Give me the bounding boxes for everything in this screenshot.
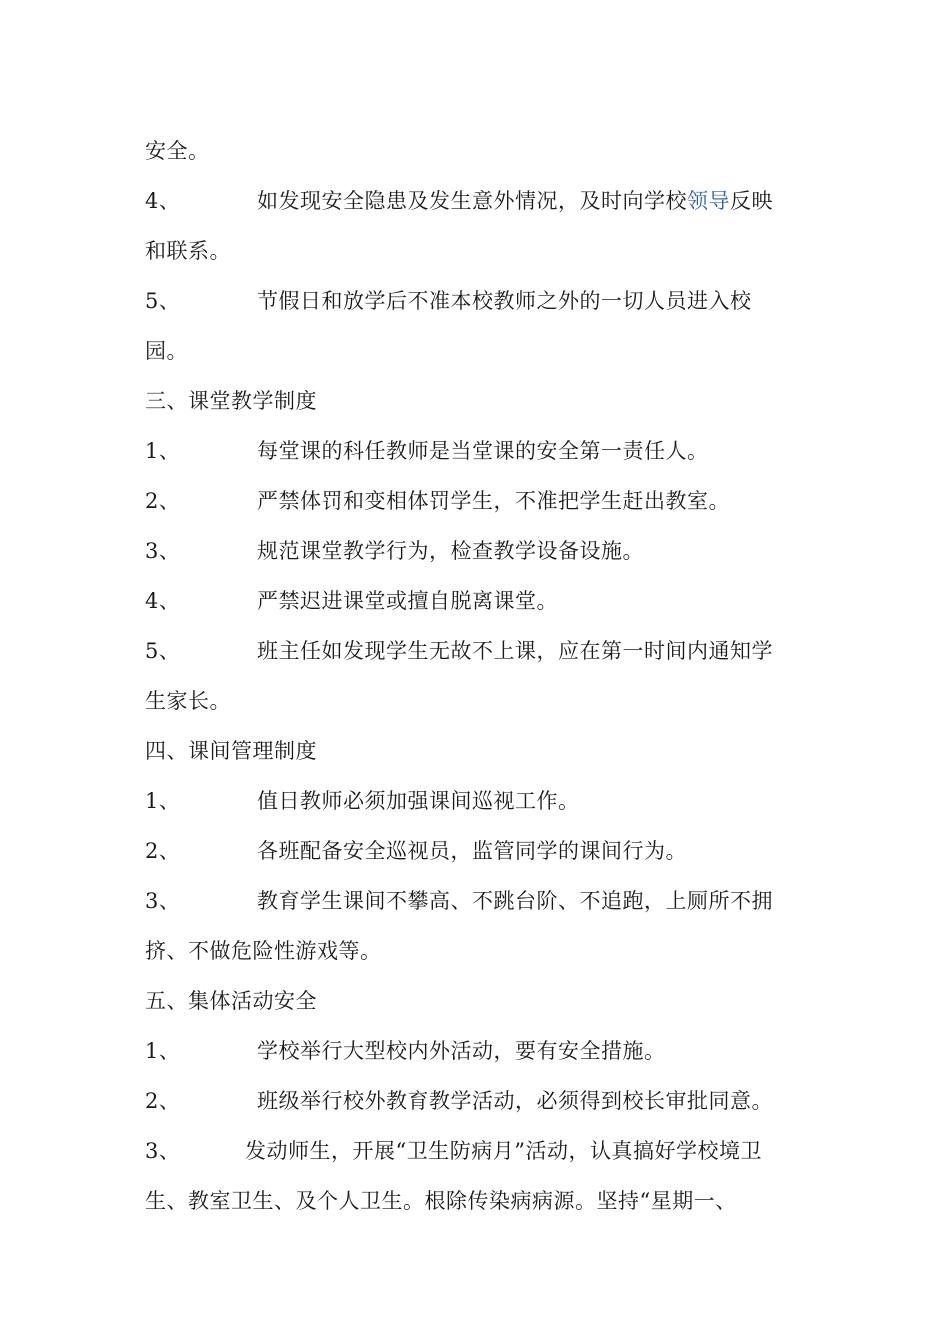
- list-item: [145, 186, 773, 216]
- paragraph-line: [145, 1186, 737, 1216]
- section-heading: [145, 386, 317, 416]
- list-item: [145, 1136, 762, 1166]
- item-number: 5、: [145, 639, 181, 663]
- item-text: 严禁体罚和变相体罚学生，不准把学生赶出教室。: [257, 489, 730, 513]
- list-item: [145, 436, 709, 466]
- item-number: 4、: [145, 189, 181, 213]
- item-text: 学校举行大型校内外活动，要有安全措施。: [257, 1039, 666, 1063]
- list-item: [145, 836, 687, 866]
- section-heading: [145, 736, 317, 766]
- paragraph-line: [145, 686, 231, 716]
- paragraph-line: [145, 336, 188, 366]
- item-number: 1、: [145, 1039, 181, 1063]
- item-number: 3、: [145, 539, 181, 563]
- item-text-tail: 反映: [730, 189, 773, 213]
- item-text: 每堂课的科任教师是当堂课的安全第一责任人。: [257, 439, 709, 463]
- heading-text: 五、集体活动安全: [145, 989, 317, 1013]
- section-heading: [145, 986, 317, 1016]
- list-item: [145, 636, 773, 666]
- list-item: [145, 486, 730, 516]
- heading-text: 四、课间管理制度: [145, 739, 317, 763]
- item-text: 班主任如发现学生无故不上课，应在第一时间内通知学: [257, 639, 773, 663]
- paragraph-line: [145, 136, 210, 166]
- paragraph-line: [145, 936, 382, 966]
- list-item: [145, 586, 558, 616]
- item-number: 1、: [145, 789, 181, 813]
- line-text: 生、教室卫生、及个人卫生。根除传染病病源。坚持“星期一、: [145, 1189, 737, 1213]
- line-text: 挤、不做危险性游戏等。: [145, 939, 382, 963]
- item-text: 教育学生课间不攀高、不跳台阶、不追跑，上厕所不拥: [257, 889, 773, 913]
- line-text: 生家长。: [145, 689, 231, 713]
- item-number: 3、: [145, 889, 181, 913]
- list-item: [145, 536, 644, 566]
- item-text: 值日教师必须加强课间巡视工作。: [257, 789, 580, 813]
- item-text: 严禁迟进课堂或擅自脱离课堂。: [257, 589, 558, 613]
- item-number: 2、: [145, 839, 181, 863]
- line-text: 和联系。: [145, 239, 231, 263]
- line-text: 安全。: [145, 139, 210, 163]
- item-number: 5、: [145, 289, 181, 313]
- hyperlink-leader[interactable]: 领导: [687, 189, 730, 213]
- list-item: [145, 886, 773, 916]
- item-number: 4、: [145, 589, 181, 613]
- item-number: 3、: [145, 1139, 181, 1163]
- list-item: [145, 1036, 666, 1066]
- list-item: [145, 1086, 773, 1116]
- list-item: [145, 286, 752, 316]
- item-number: 1、: [145, 439, 181, 463]
- item-text: 如发现安全隐患及发生意外情况，及时向学校: [257, 189, 687, 213]
- heading-text: 三、课堂教学制度: [145, 389, 317, 413]
- item-text: 各班配备安全巡视员，监管同学的课间行为。: [257, 839, 687, 863]
- item-text: 规范课堂教学行为，检查教学设备设施。: [257, 539, 644, 563]
- paragraph-line: [145, 236, 231, 266]
- line-text: 园。: [145, 339, 188, 363]
- item-text: 班级举行校外教育教学活动，必须得到校长审批同意。: [257, 1089, 773, 1113]
- item-number: 2、: [145, 489, 181, 513]
- item-text: 节假日和放学后不准本校教师之外的一切人员进入校: [257, 289, 752, 313]
- item-text: 发动师生，开展“卫生防病月”活动，认真搞好学校境卫: [245, 1139, 762, 1163]
- item-number: 2、: [145, 1089, 181, 1113]
- list-item: [145, 786, 580, 816]
